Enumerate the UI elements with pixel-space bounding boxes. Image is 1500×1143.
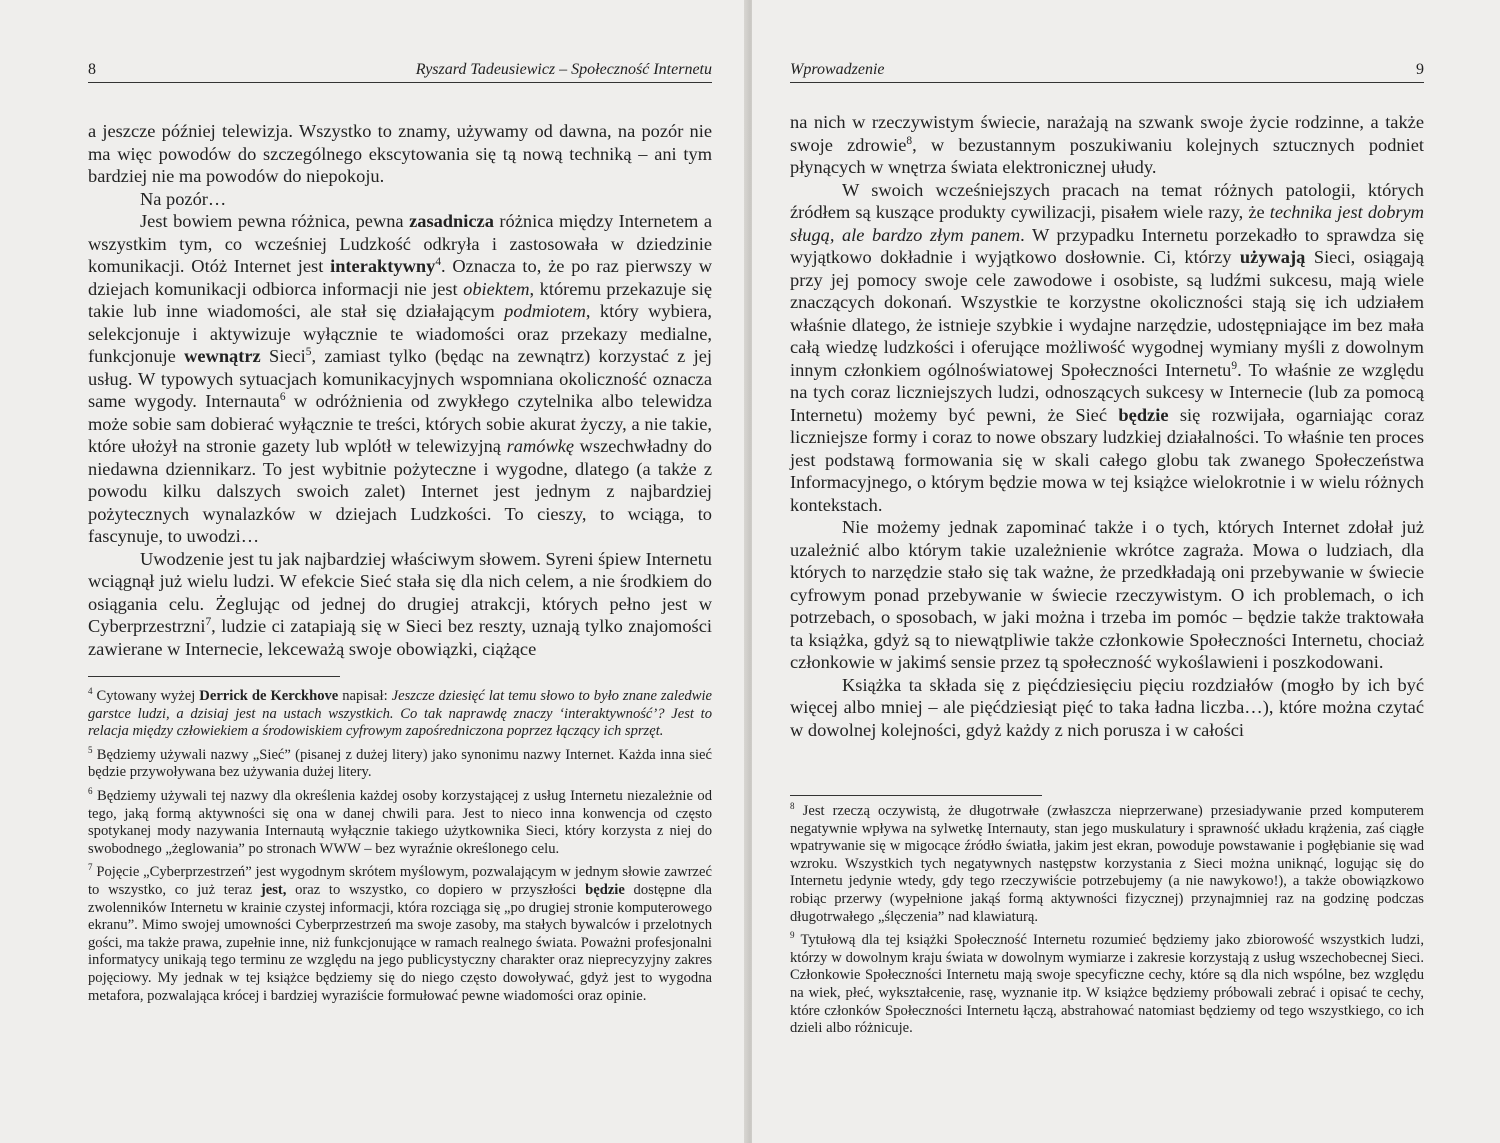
text-run: Będziemy używali nazwy „Sieć” (pisanej z dużej litery) jako synonimu nazwy Internet. Każda inna sieć będzie przywoływana bez używania dużej litery. <box>88 746 712 781</box>
emphasis-italic: podmiotem <box>504 301 586 321</box>
emphasis-bold: jest, <box>260 881 287 898</box>
text-run: Będziemy używali tej nazwy dla określenia każdej osoby korzystającej z usług Internetu niezależnie od tego, jaką formą aktywności się ona w danej chwili para. Jest to nieco inna konwencja od często spotykanej mody nazywania Internautą wyłącznie takiego użytkownika Sieci, który korzysta z niej do swobodnego „żeglowania” po stronach WWW – bez wyraźnie określonego celu. <box>88 787 712 857</box>
text-run: się rozwijała, ogarniając coraz liczniejsze formy i coraz to nowe obszary ludzkiej działalności. To właśnie ten proces jest podstawą formowania się w skali całego globu tak zwanego Społeczeństwa Informacyjnego, o którym będzie mowa w tej książce wielokrotnie i w wielu różnych kontekstach. <box>790 404 1424 515</box>
footnote-ref: 8 <box>906 134 913 147</box>
footnote-ref: 7 <box>205 615 212 628</box>
running-head: Wprowadzenie <box>790 61 885 78</box>
emphasis-bold: będzie <box>585 881 625 898</box>
paragraph <box>790 179 1424 517</box>
emphasis-bold: Derrick de Kerckhove <box>199 688 339 704</box>
footnote-separator <box>88 676 340 677</box>
right-footnotes <box>790 803 1424 1044</box>
text-run: wszechwładny do niedawna dziennikarz. To jest wybitnie pożyteczne i wygodne, dlatego (a także z powodu kilku dalszych swoich zalet) Internet jest jednym z najbardziej pożytecznych wynalazków w dziejach Ludzkości. To cieszy, to wciąga, to fascynuje, to uwodzi… <box>88 436 712 546</box>
footnote-number: 8 <box>790 801 795 812</box>
text-run: oraz to wszystko, co dopiero w przyszłości <box>286 881 586 898</box>
footnote-number: 5 <box>88 744 93 755</box>
emphasis-italic: technika jest dobrym sługą, ale bardzo złym panem <box>790 202 1425 245</box>
text-run: W swoich wcześniejszych pracach na temat różnych patologii, których źródłem są kuszące produkty cywilizacji, pisałem wiele razy, że <box>790 179 1424 222</box>
right-page-header <box>790 60 1424 83</box>
text-run: Sieci <box>260 346 306 366</box>
paragraph <box>790 111 1424 179</box>
paragraph <box>88 548 712 661</box>
footnote-ref: 6 <box>279 390 286 403</box>
emphasis-bold: będzie <box>1118 404 1169 425</box>
footnote <box>790 803 1424 926</box>
text-run: , któremu przekazuje się takie lub inne wiadomości, ale stał się działającym <box>88 278 712 321</box>
running-head: Ryszard Tadeusiewicz – Społeczność Internetu <box>415 61 712 78</box>
paragraph: Książka ta składa się z pięćdziesięciu pięciu rozdziałów (mogło by ich być więcej albo mniej – ale pięćdziesiąt pięć to taka ładna liczba…), które można czytać w dowolnej kolejności, gdyż każdy z nich porusza i w całości <box>790 674 1424 740</box>
left-page <box>0 0 748 1143</box>
emphasis-bold: używają <box>1239 247 1306 267</box>
text-run: . To właśnie ze względu na tych coraz liczniejszych ludzi, odnoszących sukcesy w Internecie (lub za pomocą Internetu) możemy być pewni, że Sieć <box>790 359 1424 425</box>
footnote-number: 7 <box>88 862 93 873</box>
text-run: Sieci, osiągają przy jej pomocy swoje cele zawodowe i osobiste, są ludźmi sukcesu, mają wiele znaczących dokonań. Wszystkie te korzystne okoliczności stają się ich udziałem właśnie dlatego, że istnieje szybkie i wydajne narzędzie, udostępniające im bez mała całą wiedzę ludzkości i oferujące możliwość wygodnej wymiany myśli z dowolnym innym członkiem ogólnoświatowej Społeczności Internetu <box>790 247 1424 380</box>
text-run: Jest bowiem pewna różnica, pewna <box>140 211 410 231</box>
footnote <box>88 788 712 858</box>
footnote-ref: 5 <box>305 345 312 358</box>
emphasis-italic: ramówkę <box>506 436 575 456</box>
left-page-header <box>88 60 712 83</box>
footnote <box>88 744 712 782</box>
text-run: , w bezustannym poszukiwaniu kolejnych sztucznych podniet płynących w wnętrza świata elektronicznej ułudy. <box>790 134 1425 177</box>
footnote-ref: 4 <box>435 255 442 268</box>
footnote <box>790 932 1424 1038</box>
page-number: 8 <box>88 61 96 78</box>
text-run: . W przypadku Internetu porzekadło to sprawdza się wyjątkowo dokładnie i wyjątkowo dosłownie. Ci, którzy <box>790 224 1424 267</box>
text-run: , zamiast tylko (będąc na zewnątrz) korzystać z jej usług. W typowych sytuacjach komunikacyjnych wspomniana okoliczność oznacza same wygody. Internauta <box>88 346 712 411</box>
footnote-separator <box>790 795 1042 796</box>
emphasis-italic: Jeszcze dziesięć lat temu słowo to było znane zaledwie garstce ludzi, a dzisiaj jest na ustach wszystkich. Co tak naprawdę znaczy ‘interaktywność’? Jest to relacja między człowiekiem a środowiskiem cyfrowym zapośredniczona poprzez łączący ich sprzęt. <box>88 688 712 740</box>
emphasis-bold: zasadnicza <box>409 211 494 231</box>
page-number: 9 <box>1416 61 1424 78</box>
text-run: różnica między Internetem a wszystkim tym, co wcześniej Ludzkość odkryła i zastosowała w dziedzinie komunikacji. Otóż Internet jest <box>88 211 712 276</box>
footnote-number: 6 <box>88 786 93 797</box>
text-run: . Oznacza to, że po raz pierwszy w dziejach komunikacji odbiorca informacji nie jest <box>88 256 712 299</box>
right-page <box>752 0 1500 1143</box>
text-run: Uwodzenie jest tu jak najbardziej właściwym słowem. Syreni śpiew Internetu wciągnął już wielu ludzi. W efekcie Sieć stała się dla nich celem, a nie środkiem do osiągania celu. Żeglując od jednej do drugiej atrakcji, których pełno jest w Cyberprzestrzni <box>88 548 712 636</box>
text-run: w odróżnienia od zwykłego czytelnika albo telewidza może sobie sam dobierać wyłącznie te treści, których sobie akurat życzy, a nie takie, które ułożył na stronie gazety lub wplótł w telewizyjną <box>88 391 713 456</box>
text-run: na nich w rzeczywistym świecie, narażają na szwank swoje życie rodzinne, a także swoje zdrowie <box>790 112 1424 155</box>
paragraph: Na pozór… <box>140 188 227 209</box>
footnote-ref: 9 <box>1231 359 1238 372</box>
text-run: napisał: <box>338 688 392 704</box>
paragraph <box>88 210 712 548</box>
left-body-text <box>88 120 712 660</box>
text-run: dostępne dla zwolenników Internetu w krainie czystej informacji, która rozciąga się „po drugiej stronie komputerowego ekranu”. Mimo swojej umowności Cyberprzestrzeń ma swoje zasoby, ma stałych bywalców i przelotnych gości, ma także prawa, zupełnie inne, niż funkcjonujące w ramach realnego świata. Poważni profesjonalni informatycy unikają tego terminu ze względu na jego publicystyczny charakter oraz nieprecyzyjny zakres pojęciowy. My jednak w tej książce będziemy się do niego często dowoływać, gdyż jest to wygodna metafora, pozwalająca krócej i bardziej wyraziście formułować pewne wiadomości oraz opinie. <box>88 881 712 1004</box>
footnote <box>88 688 712 741</box>
footnote <box>88 864 712 1005</box>
paragraph: a jeszcze później telewizja. Wszystko to znamy, używamy od dawna, na pozór nie ma więc powodów do szczególnego ekscytowania się tą nową techniką – ani tym bardziej nie ma powodów do niepokoju. <box>88 121 712 186</box>
right-body-text <box>790 111 1424 741</box>
text-run: Cytowany wyżej <box>92 688 200 704</box>
footnote-number: 9 <box>790 930 795 941</box>
text-run: , który wybiera, selekcjonuje i aktywizuje wyłącznie te wiadomości oraz przekazy medialne, funkcjonuje <box>88 301 712 366</box>
emphasis-bold: wewnątrz <box>184 346 261 366</box>
paragraph: Nie możemy jednak zapominać także i o tych, których Internet zdołał już uzależnić albo którym takie uzależnienie wkrótce zagraża. Mowa o ludziach, dla których to narzędzie stało się tak ważne, że przedkładają oni przebywanie w świecie cyfrowym ponad przebywanie w świecie rzeczywistym. O ich problemach, o ich potrzebach, o sposobach, w jaki można i trzeba im pomóc – będzie także traktowała ta książka, gdyż są to niewątpliwie także członkowie Społeczności Internetu, chociaż członkowie w jakimś sensie przez tą społeczność wykoślawieni i poszkodowani. <box>790 517 1424 672</box>
footnote-number: 4 <box>88 686 93 697</box>
text-run: Tytułową dla tej książki Społeczność Internetu rozumieć będziemy jako zbiorowość wszystkich ludzi, którzy w dowolnym kraju świata w dowolnym wymiarze i zakresie korzystają z usług wszechobecnej Sieci. Członkowie Społeczności Internetu mają swoje specyficzne cechy, które są dla nich wspólne, bez względu na wiek, płeć, wykształcenie, rasę, wyznanie itp. W książce będziemy próbowali zebrać i opisać te cechy, które członków Społeczności Internetu łączą, abstrahować natomiast będziemy od tego wszystkiego, co ich dzieli albo różnicuje. <box>790 932 1424 1037</box>
emphasis-italic: obiektem <box>463 278 530 299</box>
left-footnotes <box>88 688 712 1011</box>
text-run: Pojęcie „Cyberprzestrzeń” jest wygodnym skrótem myślowym, pozwalającym w jednym słowie zawrzeć to wszystko, co już teraz <box>88 864 712 898</box>
text-run: , ludzie ci zatapiają się w Sieci bez reszty, uznają tylko znajomości zawierane w Internecie, lekceważą swoje obowiązki, ciążące <box>88 616 712 659</box>
emphasis-bold: interaktywny <box>330 256 436 276</box>
text-run: Jest rzeczą oczywistą, że długotrwałe (zwłaszcza nieprzerwane) przesiadywanie przed komputerem negatywnie wpływa na sylwetkę Internauty, stan jego muskulatury i sprawność układu krążenia, zaś ciągłe wpatrywanie się w migocące źródło światła, jakim jest ekran, powoduje powstawanie i pogłębianie się wad wzroku. Wszystkich tych negatywnych następstw korzystania z Sieci można uniknąć, logując się do Internetu jedynie wtedy, gdy tego rzeczywiście potrzebujemy (a nie nawykowo!), a także obowiązkowo robiąc przerwy (wypełnione jakąś formą aktywności fizycznej) przynajmniej raz na godzinę podczas długotrwałego „ślęczenia” nad klawiaturą. <box>790 803 1424 925</box>
